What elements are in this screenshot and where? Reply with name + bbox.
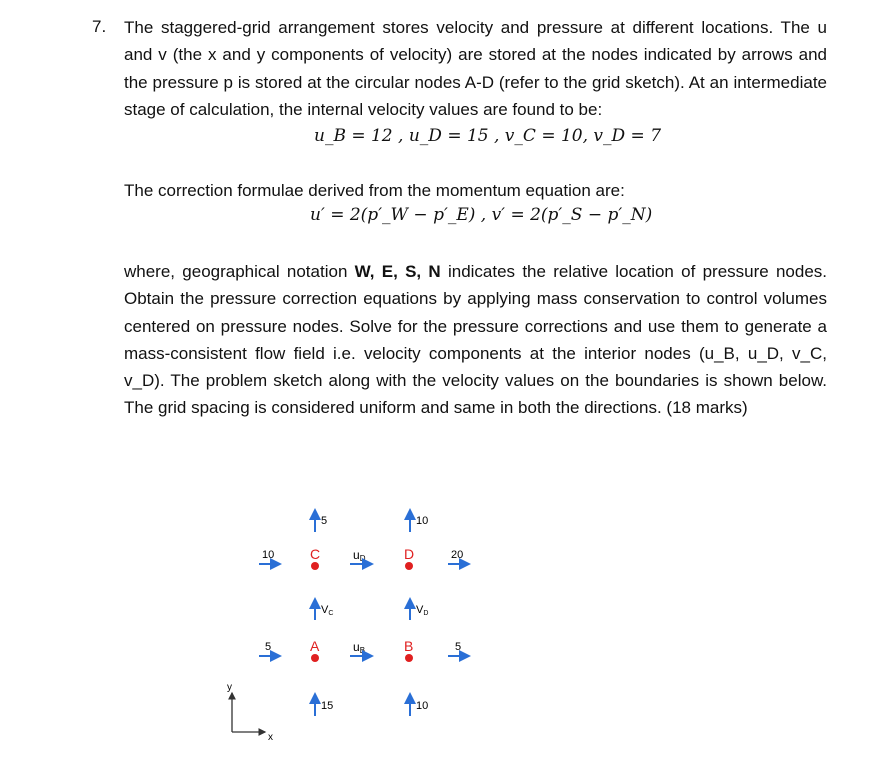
v-D-label: VD [416, 604, 429, 617]
u-upper-right-value: 20 [451, 549, 464, 561]
v-bottom-left-value: 15 [321, 700, 334, 712]
question-number: 7. [92, 17, 107, 36]
u-lower-left-value: 5 [265, 641, 272, 653]
u-B-label: uB [353, 640, 366, 655]
node-A-dot [311, 654, 319, 662]
v-top-left-value: 5 [321, 515, 328, 527]
v-bottom-right-value: 10 [416, 700, 429, 712]
correction-equation-text: u′ = 2(p′_W − p′_E) , v′ = 2(p′_S − p′_N) [310, 205, 653, 225]
body-text-1: where, geographical notation [124, 262, 355, 281]
node-B-label: B [404, 638, 414, 654]
body-text-2: indicates the relative location of pressure nodes. Obtain the pressure correction equations by applying mass conservation to control volumes centered on pressure nodes. Solve for the pressure corrections and use them to generate a mass-consistent flow field i.e. velocity components at the interior nodes (u_B, u_D, v_C, v_D). The problem sketch along with the velocity values on the boundaries is shown below. The grid spacing is considered uniform and same in both the directions. (18 marks) [124, 262, 828, 418]
question-intro: The staggered-grid arrangement stores velocity and pressure at different locations. The u and v (the x and y components of velocity) are stored at the nodes indicated by arrows and the pressure p is stored at the circular nodes A-D (refer to the grid sketch). At an intermediate stage of calculation, the internal velocity values are found to be: [124, 18, 827, 119]
v-top-right-value: 10 [416, 515, 429, 527]
x-axis-label: x [268, 732, 273, 743]
body-bold-notation: W, E, S, N [354, 262, 441, 281]
node-C-dot [311, 562, 319, 570]
node-A-label: A [310, 638, 320, 654]
u-lower-right-value: 5 [455, 641, 462, 653]
node-D-label: D [404, 546, 415, 562]
node-B-dot [405, 654, 413, 662]
v-C-label: VC [321, 604, 334, 617]
correction-intro: The correction formulae derived from the momentum equation are: [124, 181, 625, 200]
u-upper-left-value: 10 [262, 549, 275, 561]
node-C-label: C [310, 546, 321, 562]
velocities-equation-text: u_B = 12 , u_D = 15 , v_C = 10, v_D = 7 [314, 126, 662, 146]
u-D-label: uD [353, 548, 366, 563]
node-D-dot [405, 562, 413, 570]
y-axis-label: y [227, 682, 232, 693]
